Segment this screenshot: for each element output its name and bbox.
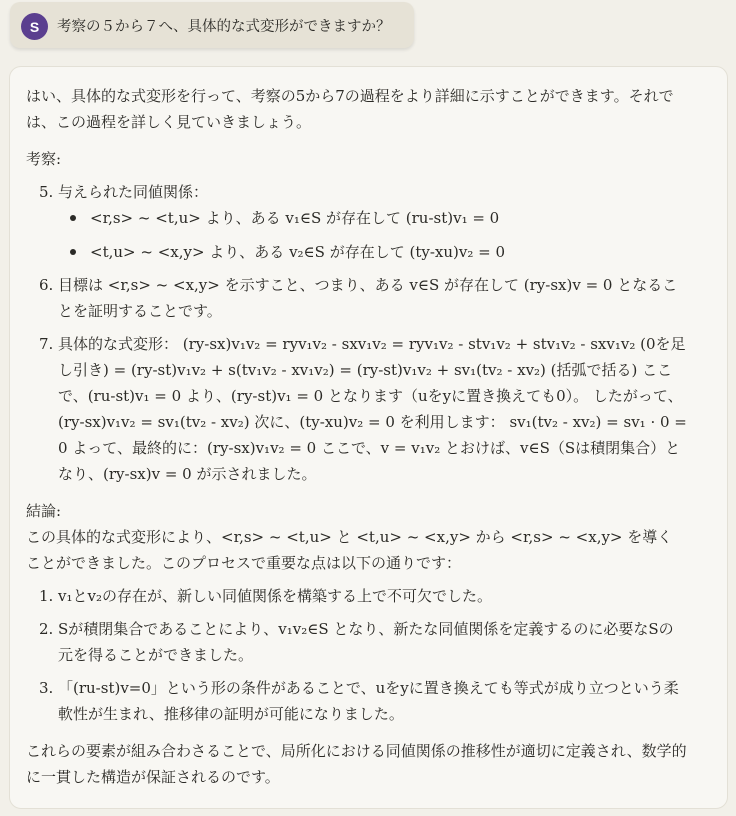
list-item-text: 目標は <r,s> ~ <x,y> を示すこと、つまり、ある v∈S が存在して (ry-sx)v = 0 となることを証明することです。 xyxy=(58,276,678,320)
considerations-list xyxy=(26,179,687,487)
list-item xyxy=(26,331,687,487)
user-message-bubble xyxy=(10,2,414,48)
response-intro: はい、具体的な式変形を行って、考察の5から7の過程をより詳細に示すことができます。それでは、この過程を詳しく見ていきましょう。 xyxy=(26,87,674,131)
user-message-text: 考察の５から７へ、具体的な式変形ができますか？ xyxy=(57,19,391,35)
list-item xyxy=(26,583,687,609)
user-avatar: S xyxy=(21,13,48,40)
list-item xyxy=(26,675,687,727)
list-item-text: 「(ru-st)v=0」という形の条件があることで、uをyに置き換えても等式が成り立つという柔軟性が生まれ、推移律の証明が可能になりました。 xyxy=(58,679,679,723)
list-number: 1. xyxy=(39,587,54,605)
sub-bullet-list xyxy=(58,205,687,265)
key-points-list xyxy=(26,583,687,727)
list-number: 5. xyxy=(39,183,54,201)
list-item xyxy=(26,272,687,324)
conclusion-heading: 結論: xyxy=(26,502,62,520)
list-item-text: 具体的な式変形： (ry-sx)v₁v₂ = ryv₁v₂ - sxv₁v₂ = ryv₁v₂ - stv₁v₂ + stv₁v₂ - sxv₁v₂ (0を足し引き) = (ry-st)v₁v₂ + s(tv₁v₂ - xv₁v₂) = (ry-st)v₁v₂ + sv₁(tv₂ - xv₂) (括弧で括る) ここで、(ru-st)v₁ = 0 より、(ry-st)v₁ = 0 となります（uをyに置き換えても0）。 したがって、 (ry-sx)v₁v₂ = sv₁(tv₂ - xv₂) 次に、(ty-xu)v₂ = 0 を利用します： sv₁(tv₂ - xv₂) = sv₁ · 0 = 0 よって、最終的に：(ry-sx)v₁v₂ = 0 ここで、v = v₁v₂ とおけば、v∈S（Sは積閉集合）となり、(ry-sx)v = 0 が示されました。 xyxy=(58,335,687,483)
list-item-text: v₁とv₂の存在が、新しい同値関係を構築する上で不可欠でした。 xyxy=(58,587,492,605)
assistant-response xyxy=(9,66,728,809)
list-item xyxy=(26,616,687,668)
list-number: 6. xyxy=(39,276,54,294)
conclusion-intro: この具体的な式変形により、<r,s> ~ <t,u> と <t,u> ~ <x,y> から <r,s> ~ <x,y> を導くことができました。このプロセスで重要な点は以下の通りです： xyxy=(26,528,673,572)
response-closing: これらの要素が組み合わさることで、局所化における同値関係の推移性が適切に定義され、数学的に一貫した構造が保証されるのです。 xyxy=(26,742,687,786)
list-number: 2. xyxy=(39,620,54,638)
list-number: 7. xyxy=(39,335,54,353)
bullet-icon xyxy=(70,249,76,255)
list-item-text: 与えられた同値関係： xyxy=(58,183,209,201)
list-item xyxy=(58,205,687,239)
list-item-text: <r,s> ~ <t,u> より、ある v₁∈S が存在して (ru-st)v₁ = 0 xyxy=(90,209,500,227)
list-item xyxy=(26,179,687,265)
considerations-heading: 考察: xyxy=(26,150,62,168)
bullet-icon xyxy=(70,215,76,221)
list-item-text: Sが積閉集合であることにより、v₁v₂∈S となり、新たな同値関係を定義するのに必要なSの元を得ることができました。 xyxy=(58,620,674,664)
list-number: 3. xyxy=(39,679,54,697)
list-item xyxy=(58,239,687,265)
list-item-text: <t,u> ~ <x,y> より、ある v₂∈S が存在して (ty-xu)v₂ = 0 xyxy=(90,243,506,261)
